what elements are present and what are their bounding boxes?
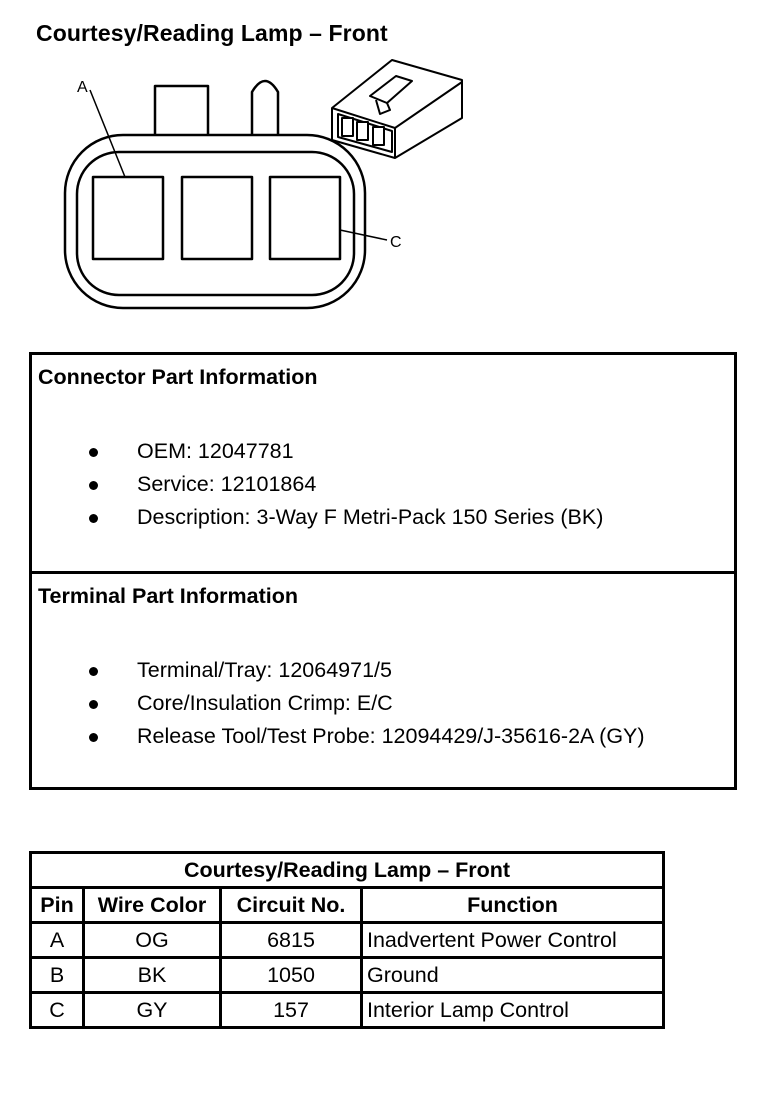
header-wire-color: Wire Color [84, 888, 221, 923]
table-row [31, 993, 664, 1028]
table-row [31, 923, 664, 958]
header-pin: Pin [31, 888, 84, 923]
cell-pin: C [31, 993, 84, 1028]
pin-table [29, 851, 665, 1029]
table-header-row [31, 888, 664, 923]
cell-circuit-no: 1050 [221, 958, 362, 993]
cell-wire-color: BK [84, 958, 221, 993]
table-row [31, 958, 664, 993]
header-circuit-no: Circuit No. [221, 888, 362, 923]
connector-latch-tab [155, 86, 208, 140]
header-function: Function [362, 888, 664, 923]
label-c: C [390, 234, 402, 251]
label-a: A [77, 79, 88, 96]
cell-wire-color: OG [84, 923, 221, 958]
terminal-info-title: Terminal Part Information [38, 584, 299, 608]
bullet-icon [89, 667, 98, 676]
cell-function: Ground [362, 958, 664, 993]
terminal-part-info: Terminal Part Information Terminal/Tray: 12064971/5 Core/Insulation Crimp: E/C Release Tool/Test Probe: 12094429/J-35616-2A (GY) [38, 584, 645, 748]
cell-circuit-no: 6815 [221, 923, 362, 958]
bullet-icon [89, 700, 98, 709]
connector-part-info: Connector Part Information OEM: 12047781 Service: 12101864 Description: 3-Way F Metri-Pack 150 Series (BK) [32, 355, 734, 574]
table-title: Courtesy/Reading Lamp – Front [31, 853, 664, 888]
cell-pin: B [31, 958, 84, 993]
connector-housing-inner [77, 152, 354, 295]
bullet-icon [89, 733, 98, 742]
cell-wire-color: GY [84, 993, 221, 1028]
cell-function: Interior Lamp Control [362, 993, 664, 1028]
connector-key-post [252, 81, 278, 140]
cell-function: Inadvertent Power Control [362, 923, 664, 958]
table-title-row [31, 853, 664, 888]
bullet-icon [89, 514, 98, 523]
part-info-box [29, 352, 737, 790]
cell-pin: A [31, 923, 84, 958]
connector-info-title: Connector Part Information [38, 365, 318, 389]
connector-iso-icon [332, 60, 462, 158]
bullet-icon [89, 481, 98, 490]
connector-face-diagram [0, 0, 768, 330]
page-title: Courtesy/Reading Lamp – Front [36, 20, 388, 46]
cell-circuit-no: 157 [221, 993, 362, 1028]
bullet-icon [89, 448, 98, 457]
